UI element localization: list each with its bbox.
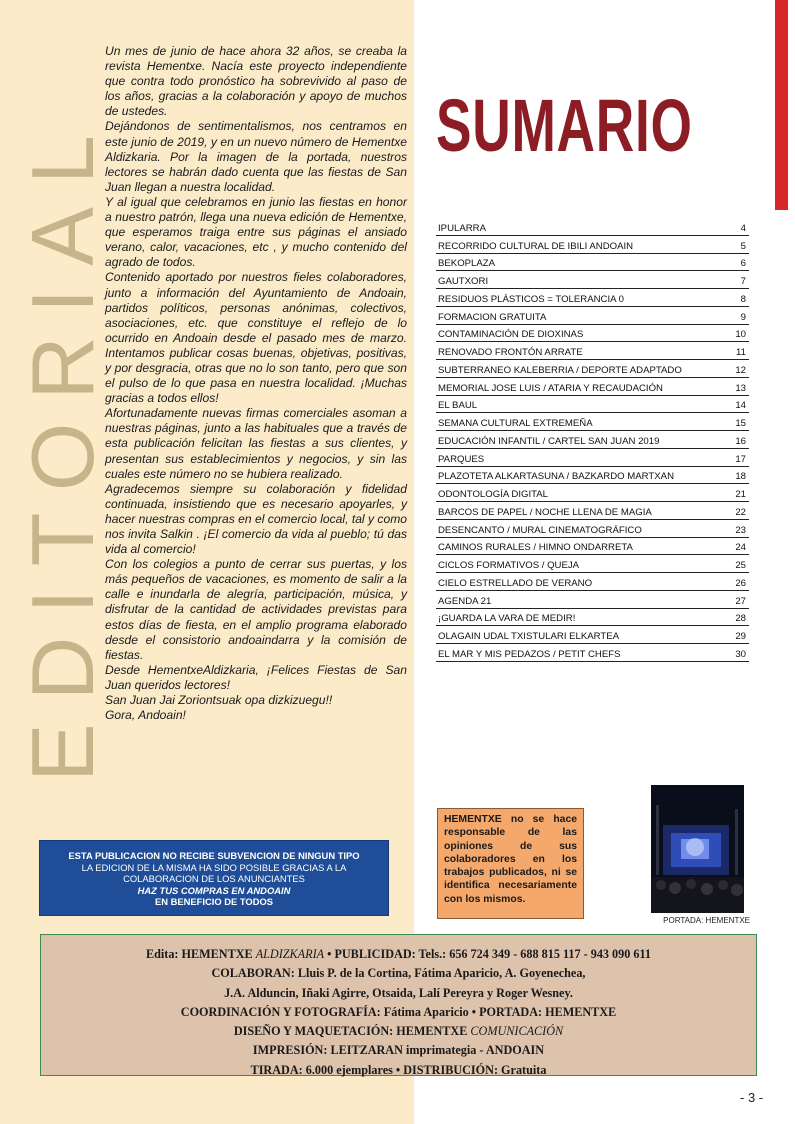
toc-item-label: GAUTXORI bbox=[438, 276, 489, 287]
credits-text: ALDIZKARIA bbox=[255, 947, 325, 961]
red-accent-bar bbox=[775, 0, 788, 210]
editorial-paragraph: Contenido aportado por nuestros fieles colaboradores, junto a información del Ayuntamiento de Andoain, partidos políticos, personas anónimas, colectivos, asociaciones, etc. que constituye el reflejo de lo ocurrido en Andoain desde el pasado mes de marzo. Intentamos publicar cosas buenas, objetivas, positivas, y por desgracia, otras que no lo son tanto, pero que son el pulso de lo que pasa en nuestra localidad. ¡Muchas gracias a todos ellos! bbox=[105, 270, 407, 406]
table-of-contents bbox=[436, 218, 749, 662]
toc-row[interactable] bbox=[436, 342, 749, 360]
toc-row[interactable] bbox=[436, 236, 749, 254]
toc-row[interactable] bbox=[436, 254, 749, 272]
editorial-paragraph: Dejándonos de sentimentalismos, nos centramos en este junio de 2019, y en un nuevo número de Hementxe Aldizkaria. Por la imagen de la portada, nuestros lectores se habrán dado cuenta que las fiestas de San Juan llegan a nuestra localidad. bbox=[105, 119, 407, 194]
toc-item-page: 4 bbox=[740, 222, 746, 234]
toc-item-page: 17 bbox=[735, 453, 746, 465]
toc-item-label: MEMORIAL JOSE LUIS / ATARIA Y RECAUDACIÓN bbox=[438, 382, 663, 394]
editorial-paragraph: Afortunadamente nuevas firmas comerciales asoman a nuestras páginas, junto a las habituales que a través de esta publicación felicitan las fiestas a sus clientes, y presentan sus establecimientos y negocios, y sin las cuales este número no se hubiera realizado. bbox=[105, 406, 407, 481]
toc-item-label: CONTAMINACIÓN DE DIOXINAS bbox=[438, 329, 584, 341]
toc-row[interactable] bbox=[436, 555, 749, 573]
editorial-paragraph: Agradecemos siempre su colaboración y fidelidad continuada, insistiendo que es necesario apoyarles, y hacer nuestras compras en el comercio local, tal y como nos invita Salkin . ¡El comercio da vida al pueblo; tú das vida al comercio! bbox=[105, 481, 407, 557]
toc-row[interactable] bbox=[436, 307, 749, 325]
toc-item-page: 21 bbox=[735, 489, 746, 500]
toc-item-label: ¡GUARDA LA VARA DE MEDIR! bbox=[438, 613, 576, 625]
toc-item-label: ODONTOLOGÍA DIGITAL bbox=[438, 489, 548, 500]
toc-row[interactable] bbox=[436, 644, 749, 662]
notice-line: COLABORACION DE LOS ANUNCIANTES bbox=[123, 873, 305, 885]
toc-item-page: 29 bbox=[735, 631, 746, 642]
editorial-paragraph: San Juan Jai Zoriontsuak opa dizkizuegu!! bbox=[105, 693, 333, 708]
toc-row[interactable] bbox=[436, 289, 749, 307]
toc-row[interactable] bbox=[436, 538, 749, 556]
toc-item-page: 12 bbox=[735, 364, 746, 376]
no-subsidy-notice bbox=[39, 840, 389, 916]
toc-item-page: 18 bbox=[735, 471, 746, 483]
toc-row[interactable] bbox=[436, 325, 749, 343]
toc-item-label: OLAGAIN UDAL TXISTULARI ELKARTEA bbox=[438, 631, 620, 642]
toc-row[interactable] bbox=[436, 431, 749, 449]
credits-line-coordinacion: COORDINACIÓN Y FOTOGRAFÍA: Fátima Aparicio • PORTADA: HEMENTXE bbox=[180, 1004, 617, 1019]
toc-item-page: 7 bbox=[740, 276, 746, 287]
disclaimer-box bbox=[437, 808, 584, 919]
toc-row[interactable] bbox=[436, 609, 749, 627]
toc-item-label: FORMACION GRATUITA bbox=[438, 311, 547, 323]
editorial-paragraph: Con los colegios a punto de cerrar sus puertas, y los más pequeños de vacaciones, es momento de salir a la calle e inundarla de alegría, participación, música, y disfrutar de la cantidad de actividades previstas para estos días de fiesta, en el amplio programa elaborado desde el consistorio andoaindarra y la comisión de fiestas. bbox=[105, 557, 407, 662]
toc-row[interactable] bbox=[436, 413, 749, 431]
toc-row[interactable] bbox=[436, 378, 749, 396]
credits-text: COMUNICACIÓN bbox=[470, 1024, 564, 1039]
toc-item-page: 23 bbox=[735, 524, 746, 536]
toc-row[interactable] bbox=[436, 520, 749, 538]
editorial-body bbox=[105, 44, 407, 723]
toc-row[interactable] bbox=[436, 396, 749, 414]
toc-item-label: EL BAUL bbox=[438, 400, 478, 412]
toc-item-label: PLAZOTETA ALKARTASUNA / BAZKARDO MARTXAN bbox=[438, 471, 674, 483]
toc-item-page: 16 bbox=[735, 435, 746, 447]
toc-item-page: 28 bbox=[735, 613, 746, 625]
toc-item-label: EDUCACIÓN INFANTIL / CARTEL SAN JUAN 2019 bbox=[438, 435, 660, 447]
toc-item-label: PARQUES bbox=[438, 453, 485, 465]
toc-item-page: 15 bbox=[735, 418, 746, 429]
toc-row[interactable] bbox=[436, 360, 749, 378]
toc-item-label: RECORRIDO CULTURAL DE IBILI ANDOAIN bbox=[438, 240, 634, 252]
notice-line: HAZ TUS COMPRAS EN ANDOAIN bbox=[137, 884, 291, 896]
editorial-paragraph: Desde HementxeAldizkaria, ¡Felices Fiestas de San Juan queridos lectores! bbox=[105, 662, 407, 692]
editorial-heading: EDITORIAL bbox=[13, 112, 112, 782]
page-number: - 3 - bbox=[740, 1090, 764, 1105]
toc-item-label: CICLOS FORMATIVOS / QUEJA bbox=[438, 560, 580, 571]
toc-row[interactable] bbox=[436, 573, 749, 591]
toc-item-label: CAMINOS RURALES / HIMNO ONDARRETA bbox=[438, 542, 633, 554]
toc-item-page: 5 bbox=[740, 240, 746, 252]
toc-item-page: 25 bbox=[735, 560, 746, 571]
sumario-title: SUMARIO bbox=[436, 84, 693, 167]
toc-item-label: BEKOPLAZA bbox=[438, 258, 496, 270]
credits-line-colaboradores: J.A. Alduncin, Iñaki Agirre, Otsaida, Lalí Pereyra y Roger Wesney. bbox=[224, 985, 573, 1000]
toc-row[interactable] bbox=[436, 449, 749, 467]
toc-row[interactable] bbox=[436, 271, 749, 289]
toc-item-label: BARCOS DE PAPEL / NOCHE LLENA DE MAGIA bbox=[438, 506, 652, 518]
credits-text: DISEÑO Y MAQUETACIÓN: HEMENTXE bbox=[233, 1024, 471, 1039]
toc-item-label: SUBTERRANEO KALEBERRIA / DEPORTE ADAPTADO bbox=[438, 364, 682, 376]
toc-row[interactable] bbox=[436, 591, 749, 609]
toc-row[interactable] bbox=[436, 484, 749, 502]
toc-row[interactable] bbox=[436, 502, 749, 520]
cover-photo bbox=[651, 785, 744, 913]
toc-item-label: AGENDA 21 bbox=[438, 595, 492, 607]
toc-item-label: RESIDUOS PLÁSTICOS = TOLERANCIA 0 bbox=[438, 293, 624, 305]
editorial-paragraph: Un mes de junio de hace ahora 32 años, se creaba la revista Hementxe. Nacía este proyecto independiente que contra todo pronóstico ha sobrevivido al paso de los años, gracias a la colaboración y apoyo de muchos de ustedes. bbox=[105, 44, 407, 119]
credits-text: Edita: HEMENTXE bbox=[145, 947, 256, 961]
disclaimer-text: HEMENTXE no se hace responsable de las opiniones de sus colaboradores en los trabajos publicados, ni se identifica necesariamente con los mismos. bbox=[444, 814, 577, 905]
toc-item-page: 22 bbox=[735, 506, 746, 518]
toc-item-page: 24 bbox=[735, 542, 746, 554]
credits-text: • PUBLICIDAD: Tels.: 656 724 349 - 688 815 117 - 943 090 611 bbox=[324, 947, 651, 961]
toc-item-label: DESENCANTO / MURAL CINEMATOGRÁFICO bbox=[438, 524, 642, 536]
toc-item-label: CIELO ESTRELLADO DE VERANO bbox=[438, 577, 593, 589]
toc-row[interactable] bbox=[436, 626, 749, 644]
toc-item-page: 6 bbox=[740, 258, 746, 270]
credits-line-impresion: IMPRESIÓN: LEITZARAN imprimategia - ANDOAIN bbox=[252, 1043, 545, 1058]
toc-item-label: RENOVADO FRONTÓN ARRATE bbox=[438, 347, 583, 358]
photo-caption: PORTADA: HEMENTXE bbox=[663, 916, 750, 925]
credits-line-tirada: TIRADA: 6.000 ejemplares • DISTRIBUCIÓN: Gratuita bbox=[250, 1062, 547, 1077]
credits-box bbox=[40, 934, 757, 1076]
toc-item-page: 10 bbox=[735, 329, 746, 341]
toc-item-page: 26 bbox=[735, 577, 746, 589]
editorial-paragraph: Y al igual que celebramos en junio las fiestas en honor a nuestro patrón, llega una nueva edición de Hementxe, que esperamos traiga entre sus páginas el ansiado verano, calor, vacaciones, etc , y mucho contenido del agrado de todos. bbox=[105, 194, 407, 270]
notice-line: LA EDICION DE LA MISMA HA SIDO POSIBLE GRACIAS A LA bbox=[81, 861, 347, 873]
toc-item-page: 8 bbox=[740, 293, 746, 305]
credits-line-diseno bbox=[41, 1022, 756, 1041]
toc-item-label: IPULARRA bbox=[438, 222, 486, 234]
credits-line-colaboran: COLABORAN: Lluis P. de la Cortina, Fátima Aparicio, A. Goyenechea, bbox=[211, 966, 586, 981]
toc-row[interactable] bbox=[436, 218, 749, 236]
toc-row[interactable] bbox=[436, 467, 749, 485]
toc-item-page: 13 bbox=[735, 382, 746, 394]
notice-line: ESTA PUBLICACION NO RECIBE SUBVENCION DE NINGUN TIPO bbox=[68, 850, 360, 861]
toc-item-page: 30 bbox=[735, 648, 746, 660]
credits-line-edita bbox=[41, 945, 756, 964]
toc-item-label: EL MAR Y MIS PEDAZOS / PETIT CHEFS bbox=[438, 648, 621, 660]
toc-item-page: 14 bbox=[735, 400, 746, 412]
editorial-paragraph: Gora, Andoain! bbox=[105, 708, 186, 723]
toc-item-page: 27 bbox=[735, 595, 746, 607]
toc-item-label: SEMANA CULTURAL EXTREMEÑA bbox=[438, 418, 593, 429]
notice-line: EN BENEFICIO DE TODOS bbox=[154, 896, 274, 908]
toc-item-page: 11 bbox=[736, 347, 746, 358]
toc-item-page: 9 bbox=[740, 311, 746, 323]
